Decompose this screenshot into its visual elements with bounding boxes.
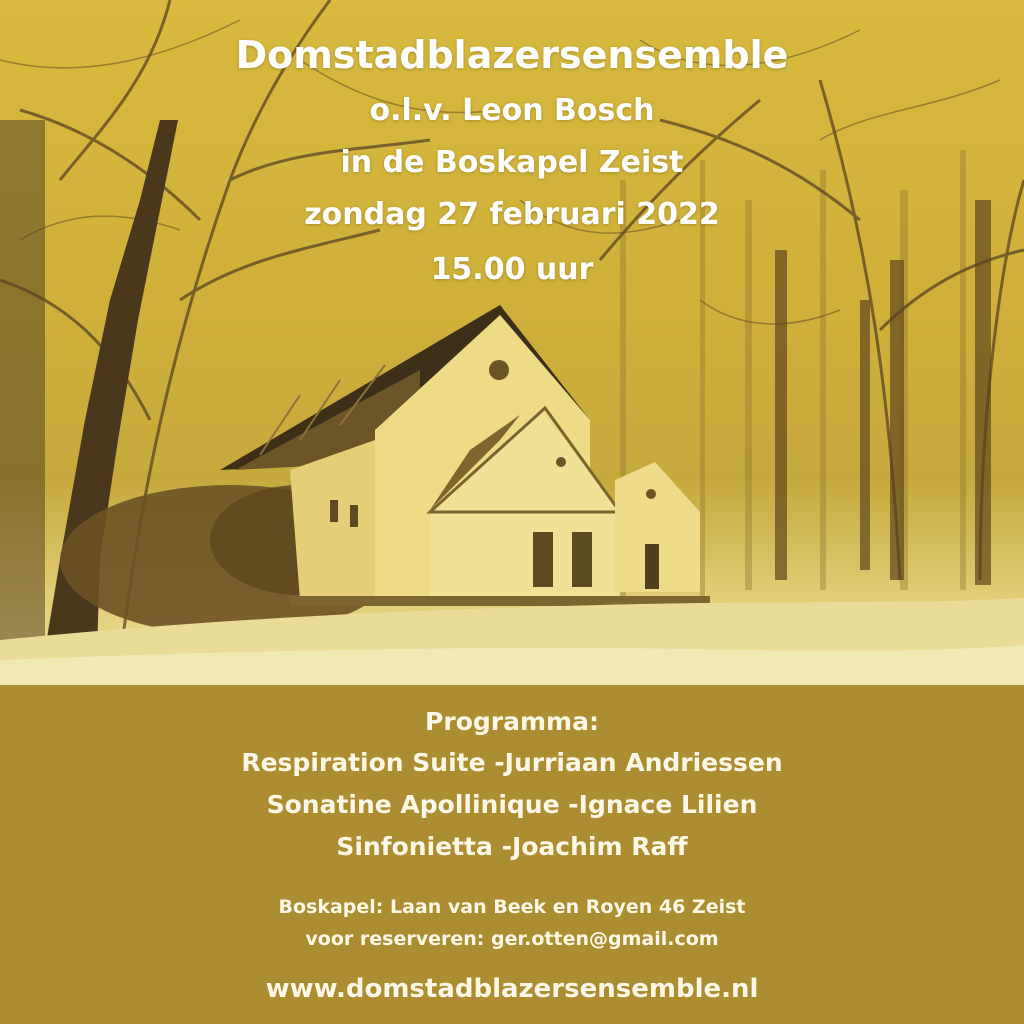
program-heading: Programma: — [425, 707, 599, 736]
program-item: Sinfonietta -Joachim Raff — [336, 832, 688, 861]
website-url: www.domstadblazersensemble.nl — [265, 974, 759, 1004]
program-item: Respiration Suite -Jurriaan Andriessen — [241, 748, 783, 777]
ensemble-title: Domstadblazersensemble — [235, 33, 789, 77]
program-item: Sonatine Apollinique -Ignace Lilien — [266, 790, 758, 819]
venue-address: Boskapel: Laan van Beek en Royen 46 Zeist — [278, 896, 746, 918]
venue-line: in de Boskapel Zeist — [340, 145, 684, 180]
reservation-contact: voor reserveren: ger.otten@gmail.com — [305, 928, 719, 950]
concert-date: zondag 27 februari 2022 — [304, 197, 720, 232]
conductor-line: o.l.v. Leon Bosch — [369, 93, 655, 128]
concert-time: 15.00 uur — [430, 252, 594, 287]
